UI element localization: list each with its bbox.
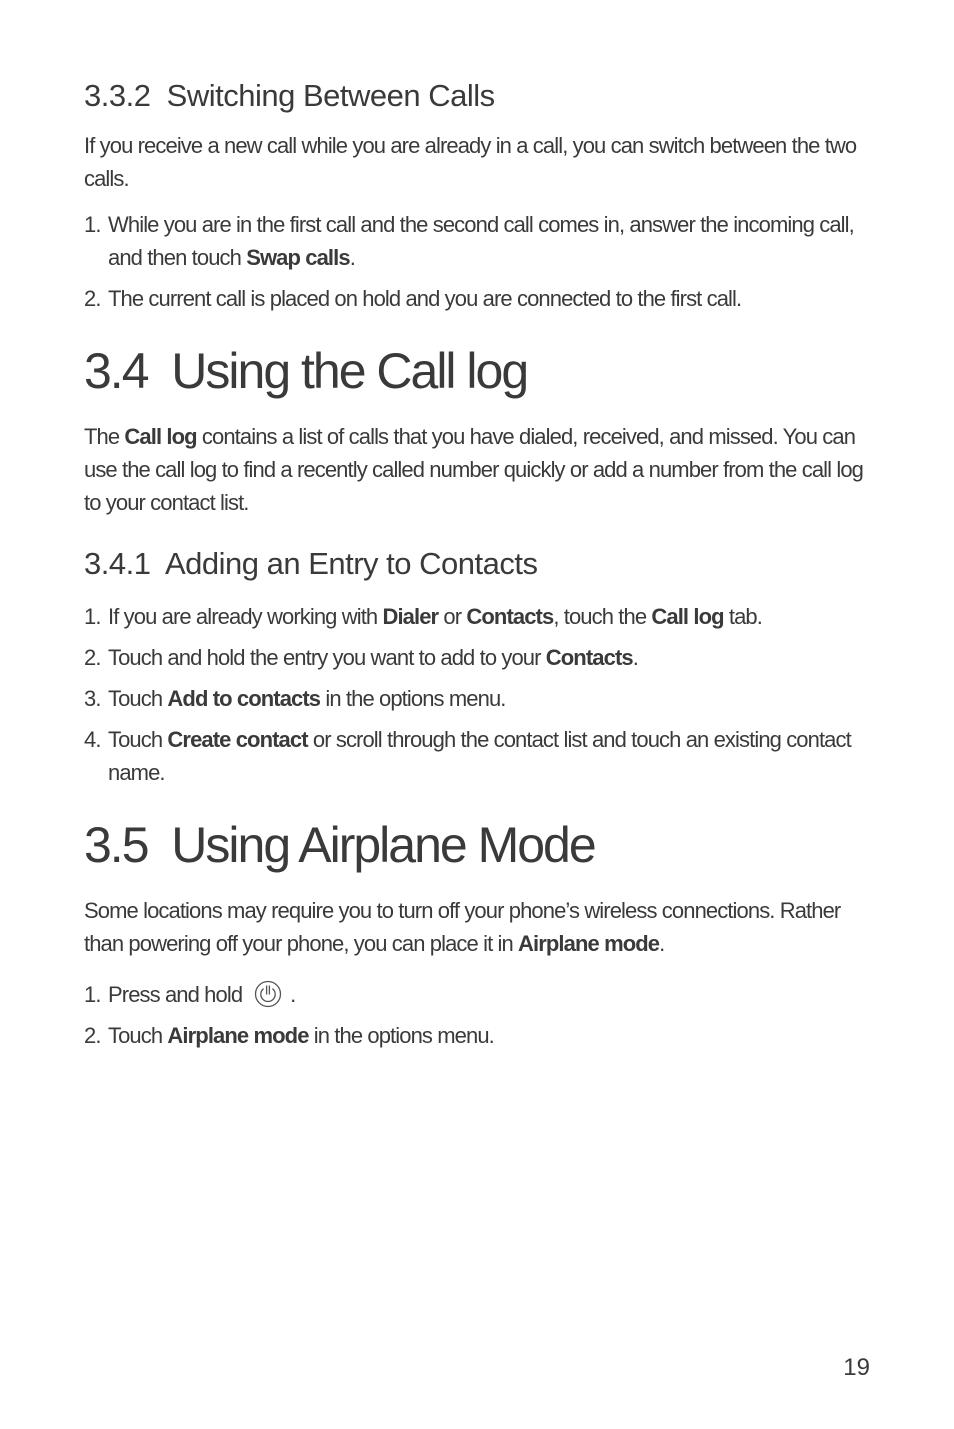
ui-term: Swap calls xyxy=(246,245,350,270)
section-heading-3-3-2: 3.3.2 Switching Between Calls xyxy=(84,78,495,113)
step-text: While you are in the first call and the second call comes in, answer the incoming call, and then touch xyxy=(108,212,854,270)
list-text xyxy=(108,723,874,789)
body-text: Some locations may require you to turn off your phone’s wireless connections. Rather than powering off your phone, you can place it in xyxy=(84,898,841,956)
list-item xyxy=(84,208,874,274)
page-number: 19 xyxy=(843,1354,870,1381)
ui-term: Contacts xyxy=(545,645,633,670)
step-text: , touch the xyxy=(553,604,652,629)
step-text: . xyxy=(290,982,296,1007)
step-text: Touch xyxy=(108,686,168,711)
list-item xyxy=(84,682,874,715)
list-item xyxy=(84,978,874,1011)
list-text xyxy=(108,208,874,274)
list-item xyxy=(84,723,874,789)
step-text: or scroll through the contact list and touch an existing contact name. xyxy=(108,727,851,785)
list-text xyxy=(108,1019,874,1052)
section-heading-3-4: 3.4 Using the Call log xyxy=(84,343,528,399)
list-text xyxy=(108,682,874,715)
step-text: Touch and hold the entry you want to add to your xyxy=(108,645,546,670)
ui-term: Dialer xyxy=(382,604,439,629)
ui-term: Call log xyxy=(651,604,724,629)
step-text: tab. xyxy=(723,604,762,629)
step-text: If you are already working with xyxy=(108,604,383,629)
step-text: in the options menu. xyxy=(320,686,506,711)
list-number: 1. xyxy=(84,604,101,629)
ui-term: Add to contacts xyxy=(167,686,321,711)
section-heading-3-4-1: 3.4.1 Adding an Entry to Contacts xyxy=(84,546,538,581)
step-text: . xyxy=(632,645,638,670)
section-heading-3-5: 3.5 Using Airplane Mode xyxy=(84,817,595,873)
section-3-3-2-intro: If you receive a new call while you are already in a call, you can switch between the two calls. xyxy=(84,133,857,191)
section-3-3-2-steps xyxy=(84,208,874,315)
step-text: Press and hold xyxy=(108,982,243,1007)
list-text xyxy=(108,641,874,674)
list-item xyxy=(84,1019,874,1052)
ui-term: Contacts xyxy=(466,604,554,629)
power-icon xyxy=(254,980,282,1008)
list-item xyxy=(84,282,874,315)
body-text: The xyxy=(84,424,125,449)
list-text xyxy=(108,600,874,633)
step-text: Touch xyxy=(108,727,168,752)
list-number: 1. xyxy=(84,982,101,1007)
list-number: 4. xyxy=(84,727,101,752)
ui-term: Airplane mode xyxy=(518,931,660,956)
body-text: contains a list of calls that you have dialed, received, and missed. You can use the call log to find a recently called number quickly or add a number from the call log to your contact list. xyxy=(84,424,864,515)
step-text: Touch xyxy=(108,1023,168,1048)
list-text xyxy=(108,978,874,1011)
list-number: 2. xyxy=(84,286,101,311)
ui-term: Create contact xyxy=(167,727,308,752)
list-number: 2. xyxy=(84,1023,101,1048)
list-text: The current call is placed on hold and you are connected to the first call. xyxy=(108,286,742,311)
step-text: in the options menu. xyxy=(308,1023,494,1048)
section-3-5-steps xyxy=(84,978,874,1052)
list-item xyxy=(84,600,874,633)
ui-term: Call log xyxy=(124,424,197,449)
section-3-4-1-steps xyxy=(84,600,874,789)
list-number: 1. xyxy=(84,212,101,237)
step-text: . xyxy=(349,245,355,270)
list-number: 2. xyxy=(84,645,101,670)
ui-term: Airplane mode xyxy=(167,1023,309,1048)
list-item xyxy=(84,641,874,674)
section-3-4-intro xyxy=(84,420,874,519)
list-number: 3. xyxy=(84,686,101,711)
body-text: . xyxy=(659,931,665,956)
step-text: or xyxy=(438,604,467,629)
section-3-5-intro xyxy=(84,894,884,960)
